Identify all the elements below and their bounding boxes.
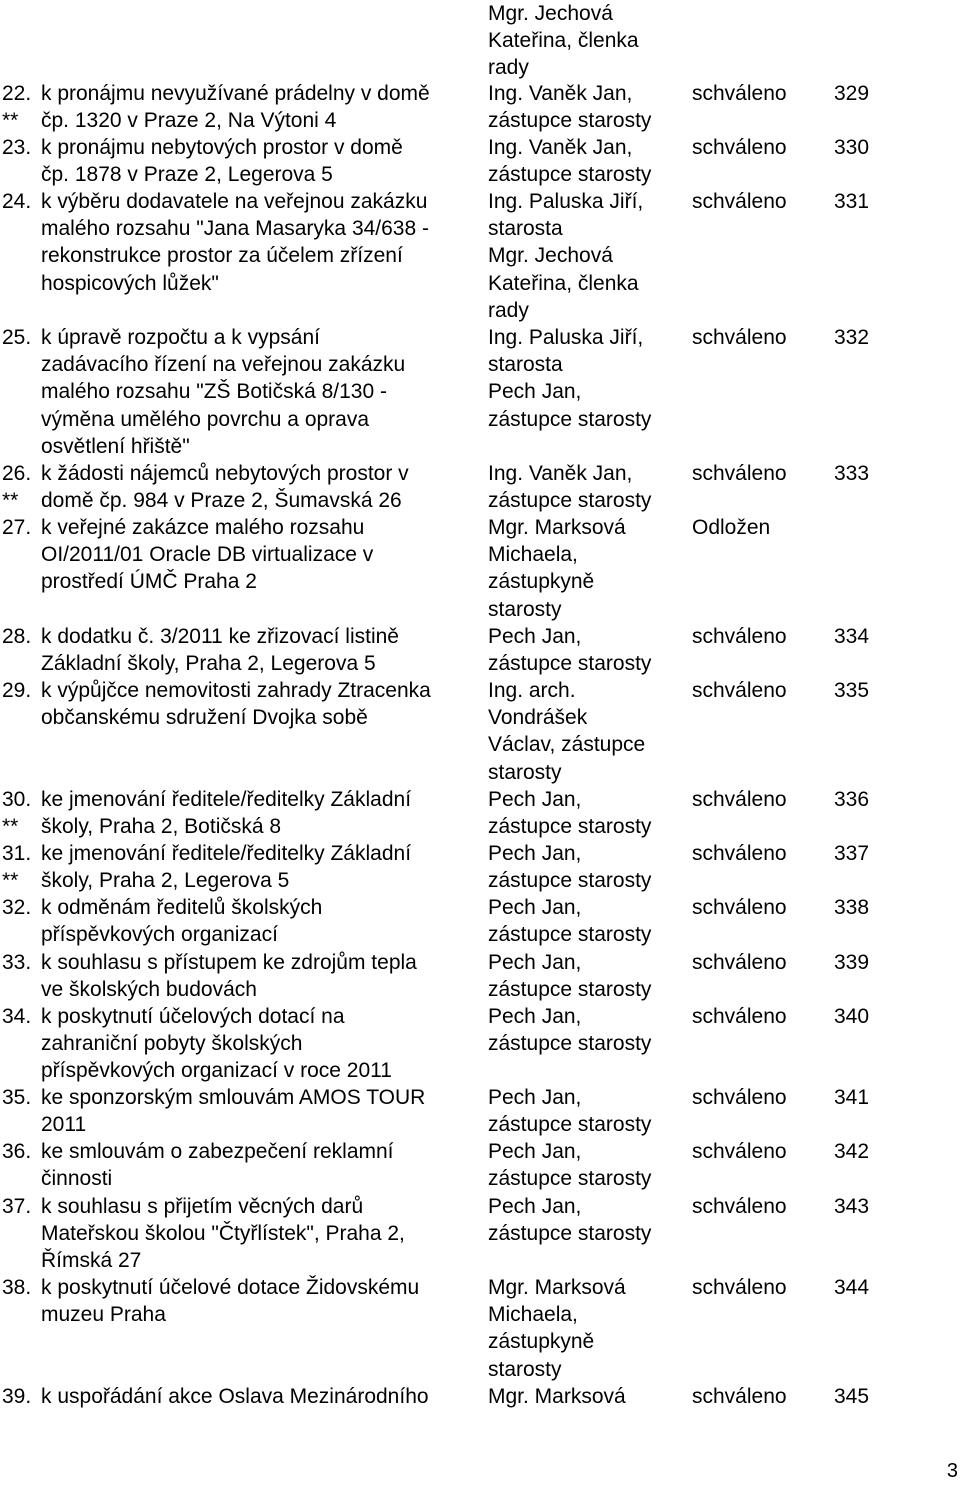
item-subject: k výběru dodavatele na veřejnou zakázku <box>41 190 428 213</box>
item-result: schváleno <box>692 1195 787 1218</box>
item-subject: školy, Praha 2, Legerova 5 <box>41 869 290 893</box>
item-proposer: zástupce starosty <box>488 1167 652 1191</box>
item-subject: výměna umělého povrchu a oprava <box>41 407 370 431</box>
item-subject: hospicových lůžek" <box>41 271 219 295</box>
item-number: 34. <box>2 1005 32 1028</box>
item-resolution-number: 339 <box>834 951 870 974</box>
item-proposer: zástupkyně <box>488 1330 595 1354</box>
item-proposer: zástupce starosty <box>488 1113 652 1137</box>
item-subject: občanskému sdružení Dvojka sobě <box>41 706 368 730</box>
item-number: 29. <box>2 679 32 702</box>
item-proposer: starosta <box>488 217 563 241</box>
item-number: 25. <box>2 326 32 349</box>
item-subject: malého rozsahu "Jana Masaryka 34/638 - <box>41 217 429 241</box>
item-number: 30. <box>2 788 32 811</box>
item-subject: ke smlouvám o zabezpečení reklamní <box>41 1140 394 1163</box>
item-subject: k poskytnutí účelové dotace Židovskému <box>41 1276 420 1299</box>
item-number: 28. <box>2 625 32 648</box>
item-subject: k uspořádání akce Oslava Mezinárodního <box>41 1385 429 1408</box>
item-subject: rekonstrukce prostor za účelem zřízení <box>41 244 403 268</box>
item-proposer: Ing. Vaněk Jan, <box>488 136 633 159</box>
item-resolution-number: 330 <box>834 136 870 159</box>
item-proposer: Kateřina, členka <box>488 271 639 295</box>
item-subject: Římská 27 <box>41 1249 142 1273</box>
item-number: 27. <box>2 516 32 539</box>
item-result: schváleno <box>692 842 787 865</box>
item-proposer: Mgr. Marksová <box>488 1385 626 1408</box>
item-resolution-number: 334 <box>834 625 870 648</box>
item-proposer: zástupce starosty <box>488 407 652 431</box>
item-resolution-number: 344 <box>834 1276 870 1299</box>
item-subject: zadávacího řízení na veřejnou zakázku <box>41 353 406 377</box>
item-subject: k souhlasu s přístupem ke zdrojům tepla <box>41 951 417 974</box>
item-proposer: Mgr. Marksová <box>488 1276 626 1299</box>
item-result: Odložen <box>692 516 771 539</box>
item-subject: čp. 1320 v Praze 2, Na Výtoni 4 <box>41 109 337 133</box>
item-proposer: Pech Jan, <box>488 1005 582 1028</box>
item-proposer: zástupce starosty <box>488 652 652 676</box>
item-subject: ve školských budovách <box>41 978 257 1002</box>
item-resolution-number: 338 <box>834 896 870 919</box>
item-subject: čp. 1878 v Praze 2, Legerova 5 <box>41 163 333 187</box>
item-resolution-number: 341 <box>834 1086 870 1109</box>
item-result: schváleno <box>692 1140 787 1163</box>
item-resolution-number: 331 <box>834 190 870 213</box>
item-resolution-number: 335 <box>834 679 870 702</box>
item-result: schváleno <box>692 1005 787 1028</box>
item-proposer: Pech Jan, <box>488 1140 582 1163</box>
item-proposer: Ing. arch. <box>488 679 576 702</box>
item-subject: ke sponzorským smlouvám AMOS TOUR <box>41 1086 426 1109</box>
item-proposer: zástupkyně <box>488 570 595 594</box>
item-resolution-number: 343 <box>834 1195 870 1218</box>
item-subject: k pronájmu nevyužívané prádelny v domě <box>41 82 430 105</box>
item-subject: školy, Praha 2, Botičská 8 <box>41 815 282 839</box>
item-resolution-number: 342 <box>834 1140 870 1163</box>
item-number: 22. <box>2 82 32 105</box>
item-result: schváleno <box>692 326 787 349</box>
item-proposer: zástupce starosty <box>488 109 652 133</box>
item-subject: ke jmenování ředitele/ředitelky Základní <box>41 788 412 811</box>
item-number: 24. <box>2 190 32 213</box>
item-subject: domě čp. 984 v Praze 2, Šumavská 26 <box>41 489 402 513</box>
item-number: 31. <box>2 842 32 865</box>
item-subject: k poskytnutí účelových dotací na <box>41 1005 345 1028</box>
item-proposer: Václav, zástupce <box>488 733 646 757</box>
item-resolution-number: 345 <box>834 1385 870 1408</box>
item-subject: OI/2011/01 Oracle DB virtualizace v <box>41 543 374 567</box>
item-subject: muzeu Praha <box>41 1303 166 1327</box>
item-subject: Základní školy, Praha 2, Legerova 5 <box>41 652 376 676</box>
item-number: 33. <box>2 951 32 974</box>
item-proposer: zástupce starosty <box>488 489 652 513</box>
item-proposer: starosty <box>488 597 562 621</box>
item-proposer: starosty <box>488 1357 562 1381</box>
item-subject: příspěvkových organizací v roce 2011 <box>41 1059 392 1083</box>
item-proposer: Michaela, <box>488 1303 578 1327</box>
item-number: 39. <box>2 1385 32 1408</box>
item-proposer: Pech Jan, <box>488 842 582 865</box>
item-proposer: zástupce starosty <box>488 815 652 839</box>
item-number: 32. <box>2 896 32 919</box>
item-proposer: Pech Jan, <box>488 896 582 919</box>
item-subject: příspěvkových organizací <box>41 923 278 947</box>
item-result: schváleno <box>692 190 787 213</box>
page-number: 3 <box>946 1460 958 1482</box>
item-subject: malého rozsahu "ZŠ Botičská 8/130 - <box>41 380 387 404</box>
item-proposer: starosty <box>488 760 562 784</box>
item-proposer: Mgr. Jechová <box>488 2 613 25</box>
item-subject: prostředí ÚMČ Praha 2 <box>41 570 257 594</box>
item-subject: k pronájmu nebytových prostor v domě <box>41 136 403 159</box>
item-subject: 2011 <box>41 1113 87 1137</box>
item-subject: k veřejné zakázce malého rozsahu <box>41 516 365 539</box>
item-number: ** <box>2 489 19 513</box>
item-subject: k výpůjčce nemovitosti zahrady Ztracenka <box>41 679 431 702</box>
item-resolution-number: 337 <box>834 842 870 865</box>
item-subject: k úpravě rozpočtu a k vypsání <box>41 326 320 349</box>
item-proposer: Pech Jan, <box>488 788 582 811</box>
item-proposer: Pech Jan, <box>488 951 582 974</box>
item-result: schváleno <box>692 896 787 919</box>
item-resolution-number: 329 <box>834 82 870 105</box>
item-result: schváleno <box>692 625 787 648</box>
item-proposer: Ing. Paluska Jiří, <box>488 326 644 349</box>
item-subject: k dodatku č. 3/2011 ke zřizovací listině <box>41 625 399 648</box>
item-resolution-number: 333 <box>834 462 870 485</box>
item-proposer: zástupce starosty <box>488 1032 652 1056</box>
item-resolution-number: 336 <box>834 788 870 811</box>
item-proposer: Pech Jan, <box>488 625 582 648</box>
item-subject: osvětlení hřiště" <box>41 434 190 458</box>
item-subject: k odměnám ředitelů školských <box>41 896 323 919</box>
item-proposer: Ing. Vaněk Jan, <box>488 462 633 485</box>
item-proposer: Pech Jan, <box>488 1195 582 1218</box>
item-proposer: zástupce starosty <box>488 163 652 187</box>
item-proposer: rady <box>488 298 529 322</box>
item-number: 36. <box>2 1140 32 1163</box>
item-subject: činnosti <box>41 1167 113 1191</box>
item-proposer: Ing. Vaněk Jan, <box>488 82 633 105</box>
item-subject: k souhlasu s přijetím věcných darů <box>41 1195 364 1218</box>
item-subject: k žádosti nájemců nebytových prostor v <box>41 462 409 485</box>
item-proposer: rady <box>488 56 529 80</box>
item-number: 26. <box>2 462 32 485</box>
item-result: schváleno <box>692 788 787 811</box>
item-result: schváleno <box>692 136 787 159</box>
item-subject: zahraniční pobyty školských <box>41 1032 303 1056</box>
item-result: schváleno <box>692 462 787 485</box>
item-subject: ke jmenování ředitele/ředitelky Základní <box>41 842 412 865</box>
item-proposer: Vondrášek <box>488 706 588 730</box>
item-resolution-number: 332 <box>834 326 870 349</box>
item-proposer: Pech Jan, <box>488 1086 582 1109</box>
item-proposer: Pech Jan, <box>488 380 582 404</box>
item-number: ** <box>2 869 19 893</box>
item-number: 38. <box>2 1276 32 1299</box>
item-proposer: Michaela, <box>488 543 578 567</box>
item-result: schváleno <box>692 1276 787 1299</box>
item-result: schváleno <box>692 951 787 974</box>
item-proposer: zástupce starosty <box>488 923 652 947</box>
item-result: schváleno <box>692 1385 787 1408</box>
item-subject: Mateřskou školou "Čtyřlístek", Praha 2, <box>41 1222 405 1246</box>
item-proposer: Ing. Paluska Jiří, <box>488 190 644 213</box>
item-number: 35. <box>2 1086 32 1109</box>
item-result: schváleno <box>692 82 787 105</box>
item-proposer: zástupce starosty <box>488 978 652 1002</box>
item-proposer: starosta <box>488 353 563 377</box>
item-proposer: Mgr. Jechová <box>488 244 613 268</box>
item-number: 23. <box>2 136 32 159</box>
item-number: ** <box>2 815 19 839</box>
item-proposer: zástupce starosty <box>488 869 652 893</box>
item-number: 37. <box>2 1195 32 1218</box>
item-result: schváleno <box>692 679 787 702</box>
item-resolution-number: 340 <box>834 1005 870 1028</box>
item-proposer: Kateřina, členka <box>488 29 639 53</box>
item-number: ** <box>2 109 19 133</box>
item-proposer: Mgr. Marksová <box>488 516 626 539</box>
item-result: schváleno <box>692 1086 787 1109</box>
item-proposer: zástupce starosty <box>488 1222 652 1246</box>
